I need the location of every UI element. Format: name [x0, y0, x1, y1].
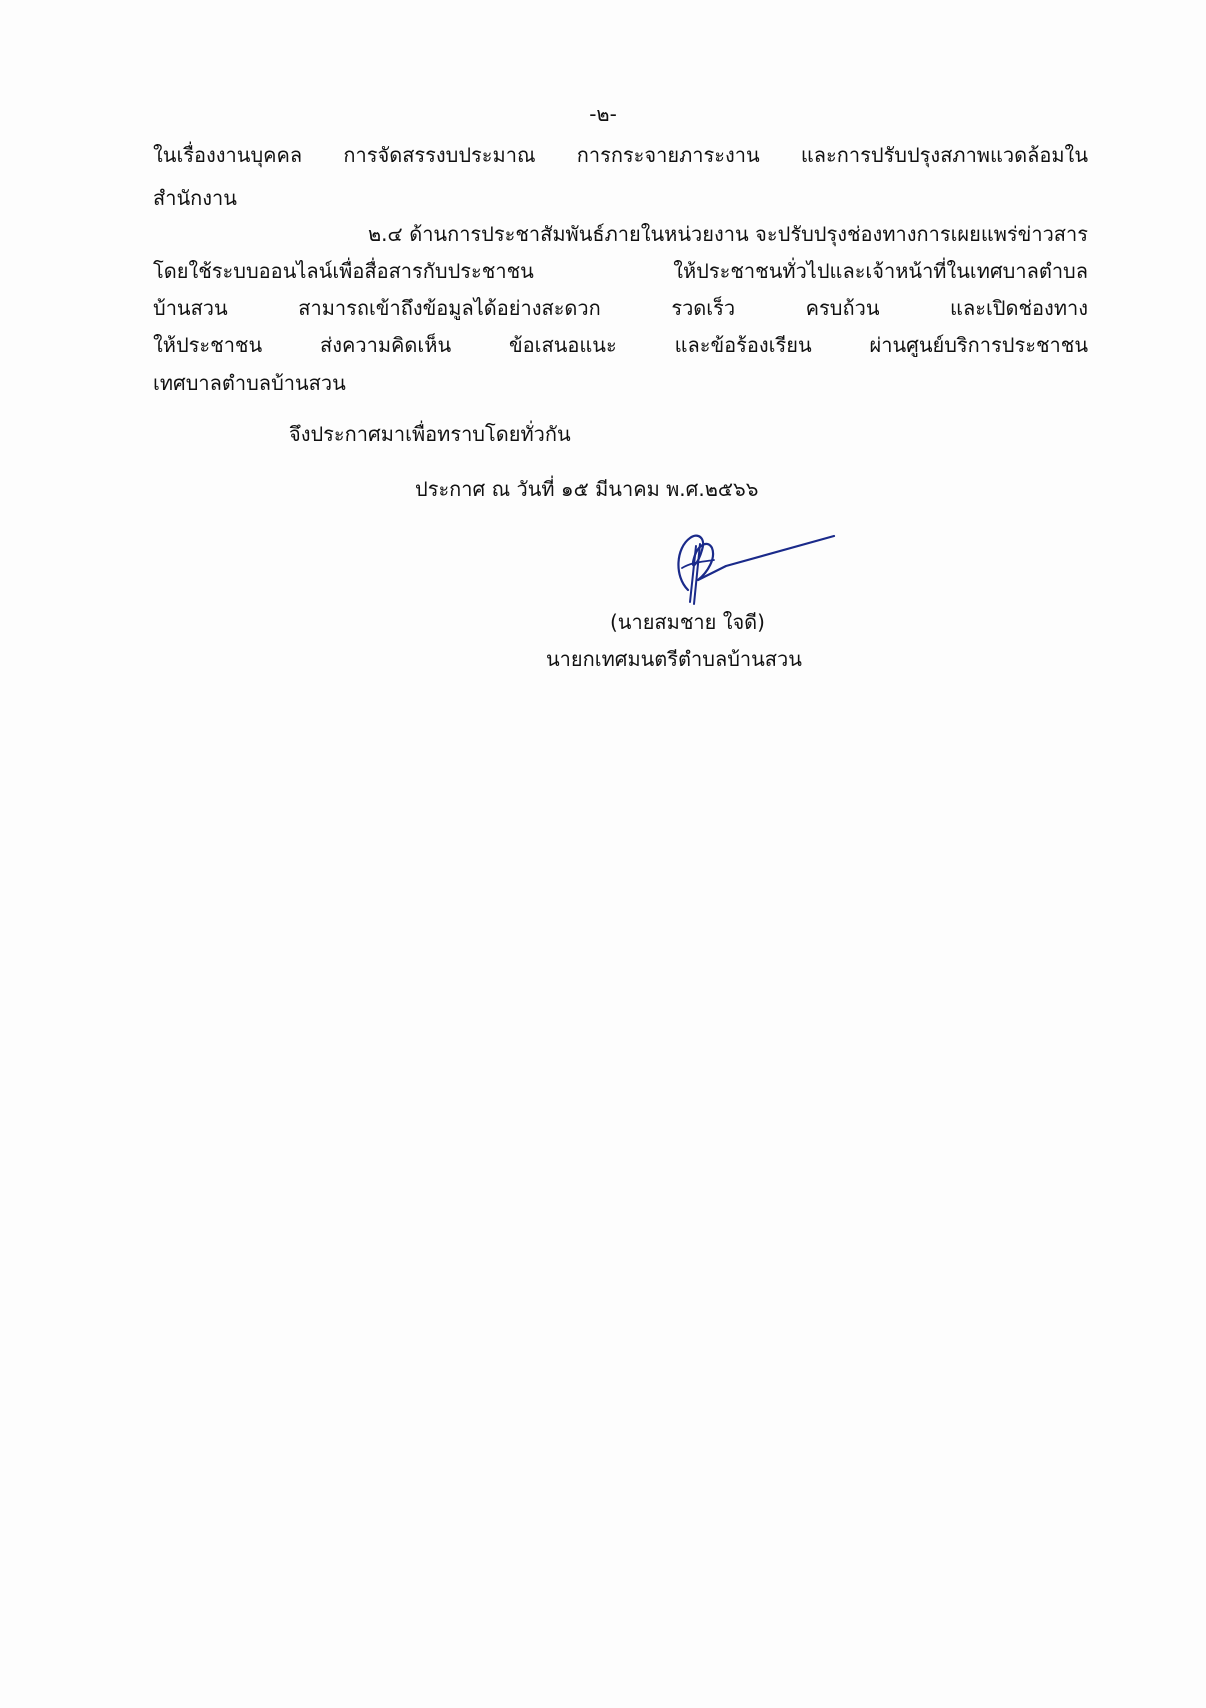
signatory-name: (นายสมชาย ใจดี)	[610, 610, 765, 634]
paragraph-2-line-5: เทศบาลตำบลบ้านสวน	[153, 371, 346, 395]
page-number: -๒-	[589, 102, 617, 126]
closing-statement: จึงประกาศมาเพื่อทราบโดยทั่วกัน	[289, 422, 571, 446]
paragraph-2-line-3: บ้านสวน สามารถเข้าถึงข้อมูลได้อย่างสะดวก รวดเร็ว ครบถ้วน และเปิดช่องทาง	[153, 296, 1088, 320]
paragraph-2-line-4: ให้ประชาชน ส่งความคิดเห็น ข้อเสนอแนะ และข้อร้องเรียน ผ่านศูนย์บริการประชาชน	[153, 333, 1088, 357]
signature-image	[668, 528, 838, 606]
signatory-title: นายกเทศมนตรีตำบลบ้านสวน	[546, 647, 802, 671]
paragraph-2-line-1: ๒.๔ ด้านการประชาสัมพันธ์ภายในหน่วยงาน จะปรับปรุงช่องทางการเผยแพร่ข่าวสาร	[368, 222, 1088, 246]
paragraph-2-line-2: โดยใช้ระบบออนไลน์เพื่อสื่อสารกับประชาชน ให้ประชาชนทั่วไปและเจ้าหน้าที่ในเทศบาลตำบล	[153, 259, 1088, 283]
paragraph-1-line-1: ในเรื่องงานบุคคล การจัดสรรงบประมาณ การกระจายภาระงาน และการปรับปรุงสภาพแวดล้อมใน	[153, 143, 1088, 167]
announcement-date: ประกาศ ณ วันที่ ๑๕ มีนาคม พ.ศ.๒๕๖๖	[415, 477, 759, 501]
paragraph-1-line-2: สำนักงาน	[153, 186, 237, 210]
